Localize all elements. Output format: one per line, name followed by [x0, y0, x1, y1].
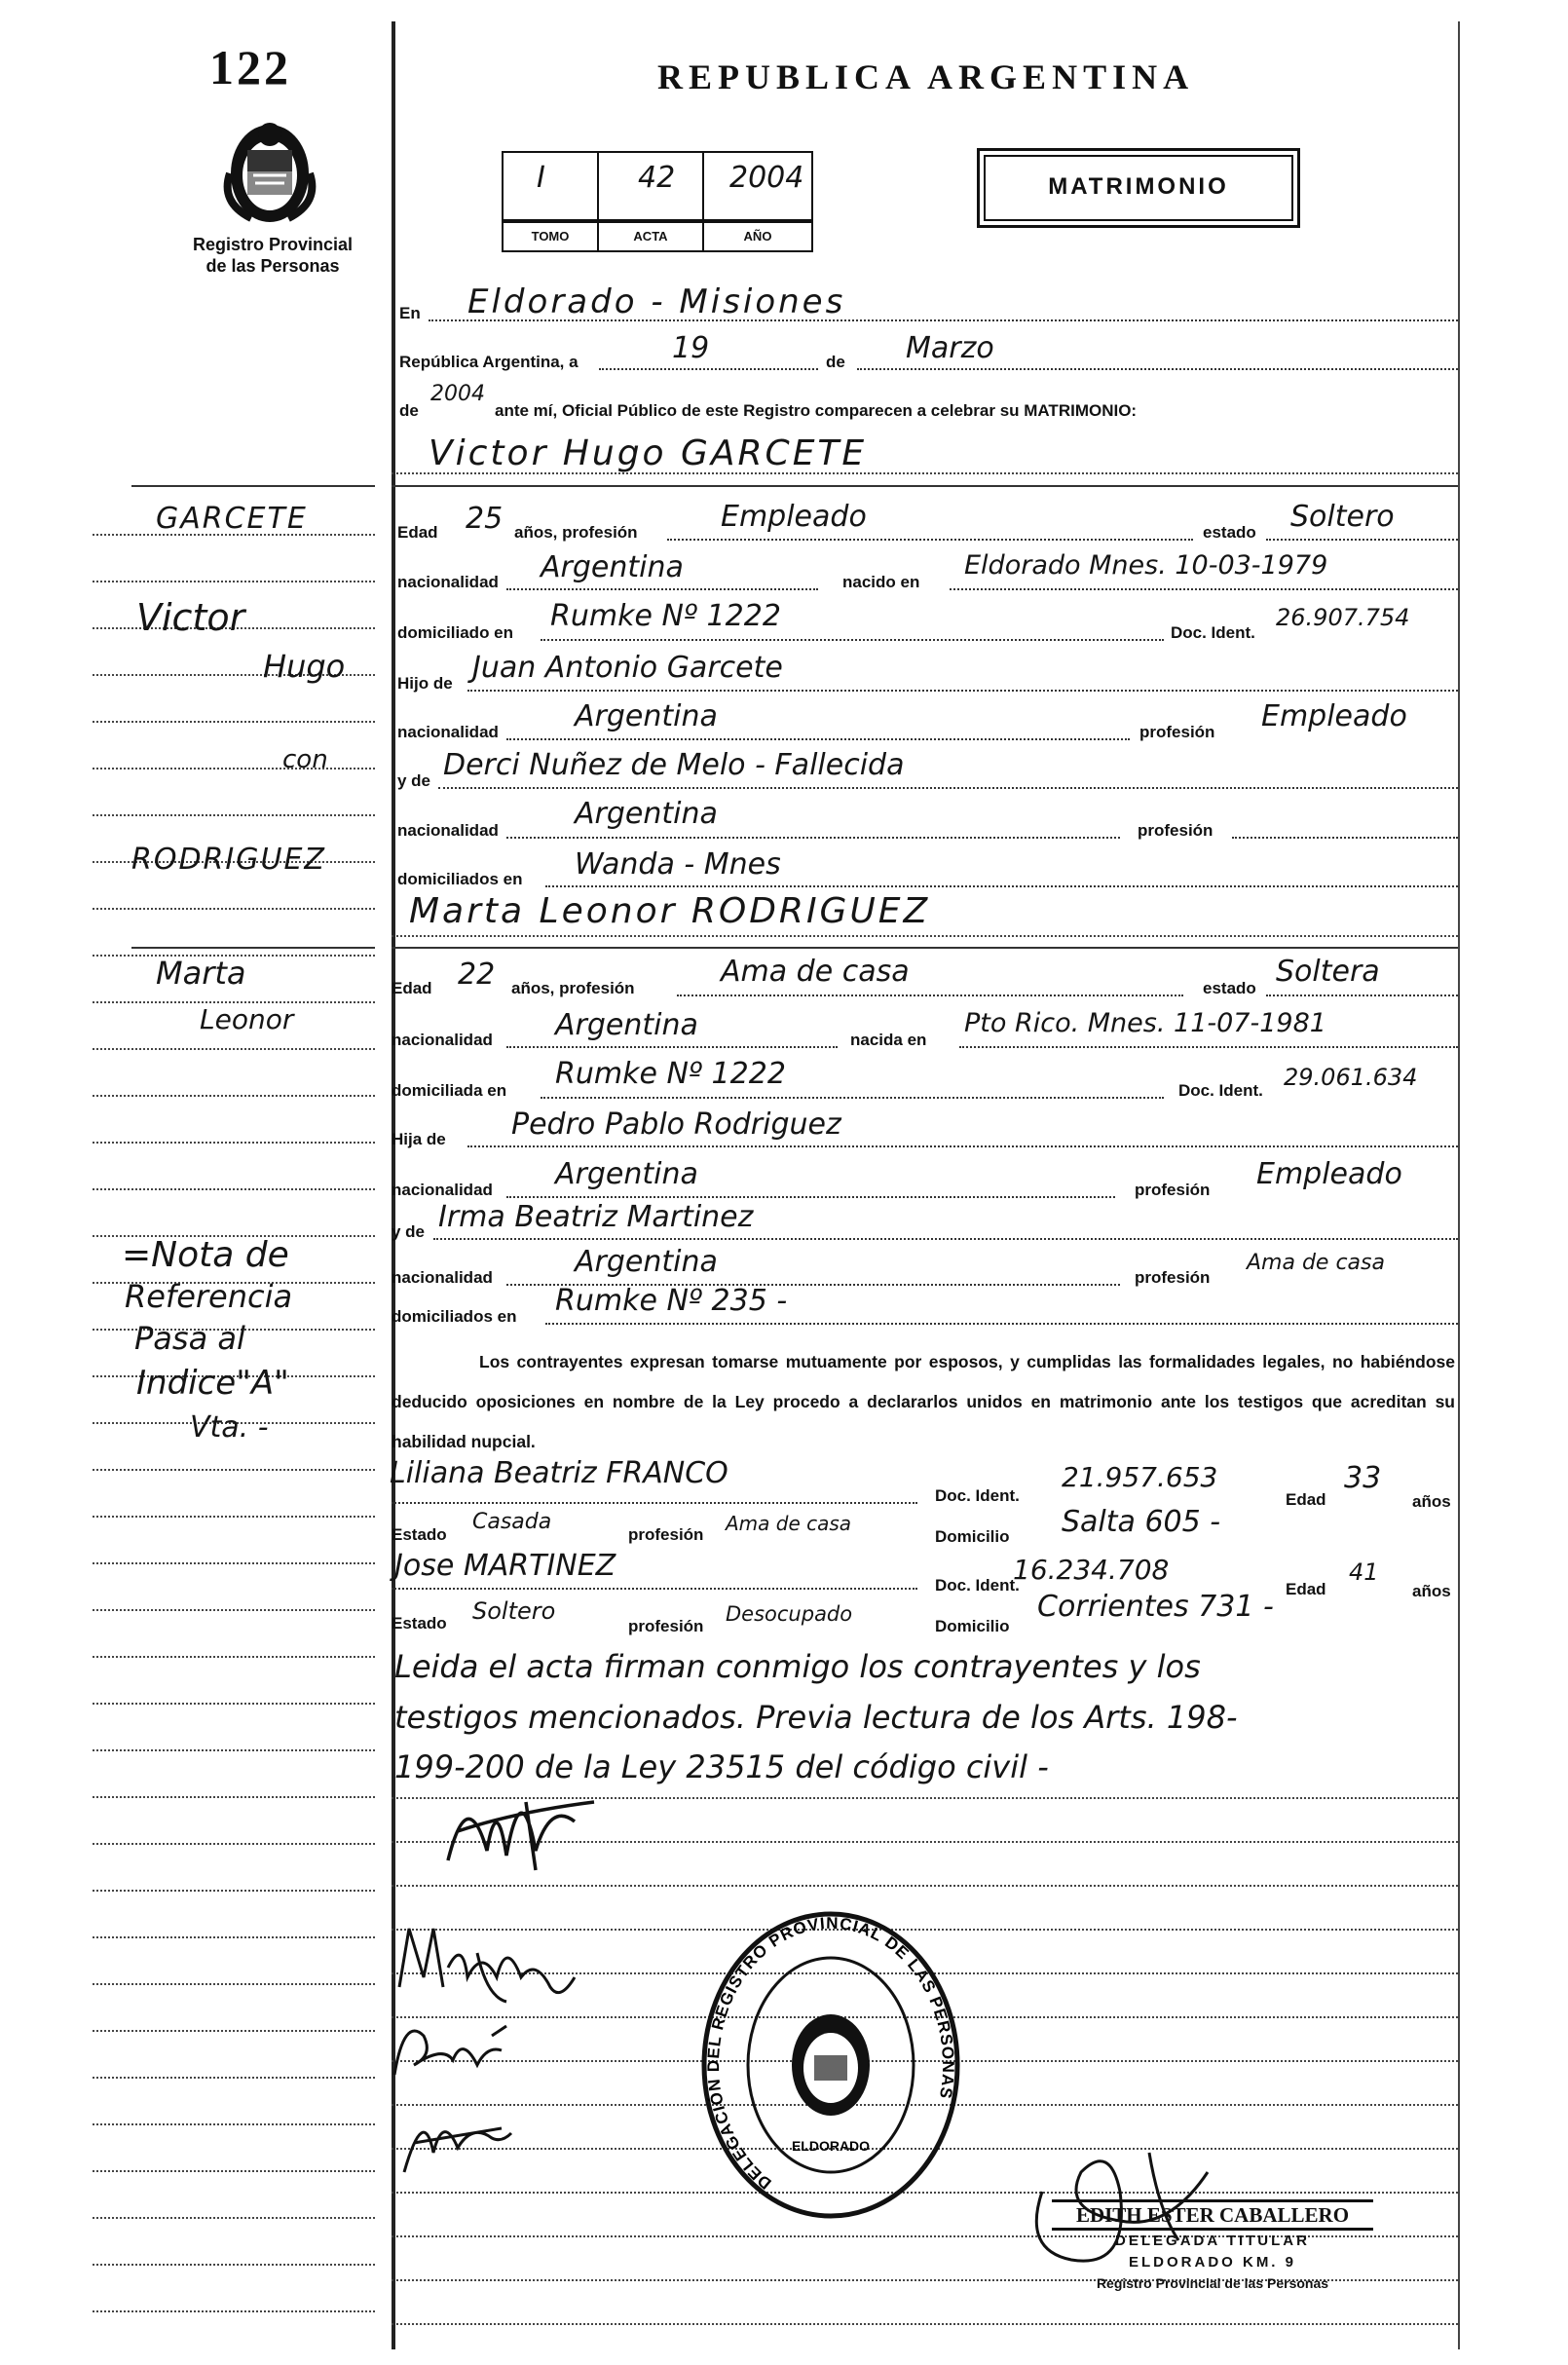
signature-witness: [385, 2094, 521, 2182]
margin-ruled-line: [93, 1936, 375, 1938]
bride-doc-label: Doc. Ident.: [1178, 1081, 1263, 1100]
groom-mother-prof-line: [1232, 837, 1458, 839]
margin-ruled-line: [93, 1843, 375, 1845]
bride-born-line: [959, 1046, 1458, 1048]
groom-domicile-label: domiciliado en: [397, 623, 514, 642]
republica-label: República Argentina, a: [399, 353, 579, 371]
margin-ruled-line: [93, 814, 375, 816]
margin-bride-surname: RODRIGUEZ: [131, 843, 326, 877]
groom-full-name: Victor Hugo GARCETE: [429, 433, 868, 473]
bride-mother: Irma Beatriz Martinez: [438, 1200, 754, 1234]
groom-nationality: Argentina: [541, 550, 684, 584]
coat-of-arms-icon: [212, 115, 327, 228]
margin-ruled-line: [93, 1749, 375, 1751]
bride-domicile-line: [541, 1097, 1164, 1099]
right-ruled-line: [392, 2323, 1458, 2325]
act-type-box: [977, 148, 1300, 228]
margin-ruled-line: [93, 1469, 375, 1471]
witness1-name-line: [392, 1502, 917, 1504]
groom-father-profession: Empleado: [1261, 699, 1407, 733]
acta-label: ACTA: [597, 221, 704, 252]
groom-profession-line: [667, 539, 1193, 541]
seal-bottom-text: ELDORADO: [791, 2138, 871, 2154]
registry-line-2: de las Personas: [205, 256, 340, 276]
margin-ruled-line: [93, 1796, 375, 1798]
declaration-text: Los contrayentes expresan tomarse mutuamente por esposos, y cumplidas las formalidades legales, no habiéndose deducido oposiciones en nombre de la Ley procedo a declararlos unidos en matrimonio ante los testigos que acreditan su habilidad nupcial.: [392, 1352, 1455, 1451]
witness2-prof-label: profesión: [628, 1617, 704, 1635]
margin-groom-name1: Victor: [136, 596, 245, 639]
tomo-label: TOMO: [502, 221, 599, 252]
bride-mother-prof-label: profesión: [1135, 1268, 1211, 1287]
ano-label: AÑO: [702, 221, 813, 252]
bride-father-line: [467, 1145, 1458, 1147]
bride-mother-nationality: Argentina: [575, 1245, 718, 1279]
groom-domicile-line: [541, 639, 1164, 641]
groom-divider: [392, 485, 1458, 487]
record-labels: [502, 221, 813, 252]
bride-father-nat-label: nacionalidad: [392, 1181, 493, 1199]
signature-official: [429, 1763, 604, 1890]
bride-name-line: [392, 935, 1458, 937]
witness2-domicile: Corrientes 731 -: [1037, 1590, 1274, 1624]
bride-father: Pedro Pablo Rodriguez: [511, 1107, 841, 1142]
stamp-name: EDITH ESTER CABALLERO: [1052, 2199, 1373, 2231]
groom-status: Soltero: [1290, 500, 1395, 534]
bride-anos-profesion: años, profesión: [511, 979, 635, 997]
margin-ruled-line: [93, 1188, 375, 1190]
witness2-name-line: [392, 1588, 917, 1590]
bride-nationality-line: [506, 1046, 838, 1048]
bride-father-profession: Empleado: [1256, 1157, 1402, 1191]
groom-parents-domicile: Wanda - Mnes: [575, 847, 781, 882]
month-value: Marzo: [906, 331, 994, 365]
stamp-line4: Registro Provincial de las Personas: [1096, 2275, 1329, 2291]
groom-parents-domicile-line: [545, 885, 1458, 887]
margin-ruled-line: [93, 768, 375, 770]
stamp-line3: ELDORADO KM. 9: [1128, 2254, 1296, 2271]
witness1-status: Casada: [472, 1510, 552, 1534]
page-number: 122: [209, 40, 291, 94]
margin-note-1: =Nota de: [122, 1235, 289, 1275]
witness1-age: 33: [1344, 1461, 1382, 1495]
groom-mother-prof-label: profesión: [1138, 821, 1213, 840]
groom-domicile: Rumke Nº 1222: [550, 599, 781, 633]
bride-estado-label: estado: [1203, 979, 1256, 997]
signature-bride: [385, 2007, 531, 2084]
margin-con: con: [282, 745, 328, 774]
bride-age-label: Edad: [392, 979, 432, 997]
margin-note-2: Referencia: [125, 1278, 293, 1315]
margin-note-3: Pasa al: [134, 1320, 245, 1357]
margin-ruled-line: [93, 581, 375, 582]
groom-age: 25: [466, 502, 504, 536]
witness2-doc: 16.234.708: [1013, 1554, 1170, 1586]
margin-ruled-line: [93, 1703, 375, 1705]
margin-ruled-line: [93, 2310, 375, 2312]
groom-mother-nationality: Argentina: [575, 797, 718, 831]
closing-line-3: 199-200 de la Ley 23515 del código civil -: [394, 1748, 1049, 1785]
groom-mother-nat-label: nacionalidad: [397, 821, 499, 840]
bride-age: 22: [458, 957, 496, 992]
margin-ruled-line: [93, 1142, 375, 1144]
groom-father-nat-label: nacionalidad: [397, 723, 499, 741]
groom-birth: Eldorado Mnes. 10-03-1979: [964, 550, 1328, 581]
acta-value: 42: [638, 161, 676, 195]
witness1-doc: 21.957.653: [1062, 1461, 1218, 1493]
signature-groom: [390, 1909, 584, 2016]
bride-mother-nat-label: nacionalidad: [392, 1268, 493, 1287]
witness1-anos-label: años: [1412, 1492, 1451, 1511]
closing-line-2: testigos mencionados. Previa lectura de los Arts. 198-: [394, 1699, 1238, 1736]
official-seal: [699, 1909, 962, 2221]
margin-ruled-line: [93, 1983, 375, 1985]
delegate-stamp: [1052, 2199, 1373, 2293]
margin-ruled-line: [93, 1562, 375, 1564]
groom-age-label: Edad: [397, 523, 438, 542]
witness1-name: Liliana Beatriz FRANCO: [390, 1456, 728, 1490]
bride-mother-profession: Ama de casa: [1247, 1251, 1385, 1275]
groom-father-label: Hijo de: [397, 674, 453, 693]
margin-ruled-line: [93, 1048, 375, 1050]
margin-groom-name2: Hugo: [263, 648, 346, 685]
witness2-status: Soltero: [472, 1597, 556, 1625]
groom-mother: Derci Nuñez de Melo - Fallecida: [443, 748, 905, 782]
registry-line-1: Registro Provincial: [192, 235, 354, 254]
margin-ruled-line: [93, 1609, 375, 1611]
bride-nationality: Argentina: [555, 1008, 698, 1042]
groom-father-prof-label: profesión: [1139, 723, 1215, 741]
margin-ruled-line: [93, 721, 375, 723]
witness2-anos-label: años: [1412, 1582, 1451, 1600]
groom-nationality-line: [506, 588, 818, 590]
witness2-age-label: Edad: [1286, 1580, 1326, 1598]
bride-status: Soltera: [1276, 955, 1380, 989]
year-value: 2004: [430, 382, 485, 406]
margin-ruled-line: [93, 1656, 375, 1658]
groom-nationality-label: nacionalidad: [397, 573, 499, 591]
groom-mother-line: [438, 787, 1458, 789]
bride-full-name: Marta Leonor RODRIGUEZ: [409, 891, 931, 931]
bride-father-label: Hija de: [392, 1130, 446, 1148]
witness1-status-label: Estado: [392, 1525, 447, 1544]
bride-mother-line: [433, 1238, 1458, 1240]
month-line: [857, 368, 1458, 370]
witness2-name: Jose MARTINEZ: [394, 1549, 616, 1583]
margin-ruled-line: [93, 2030, 375, 2032]
groom-name-line: [392, 472, 1458, 474]
groom-father-nat-line: [506, 738, 1130, 740]
margin-ruled-line: [93, 2170, 375, 2172]
right-border: [1458, 21, 1460, 2349]
bride-parents-domicile-line: [545, 1323, 1458, 1325]
day-value: 19: [672, 331, 710, 365]
groom-father: Juan Antonio Garcete: [472, 651, 783, 685]
bride-profession: Ama de casa: [721, 955, 910, 989]
bride-parents-domicile: Rumke Nº 235 -: [555, 1284, 788, 1318]
groom-anos-profesion: años, profesión: [514, 523, 638, 542]
witness1-profession: Ama de casa: [726, 1512, 852, 1535]
groom-profession: Empleado: [721, 500, 867, 534]
bride-father-prof-label: profesión: [1135, 1181, 1211, 1199]
act-type: MATRIMONIO: [984, 155, 1293, 221]
groom-status-line: [1266, 539, 1458, 541]
bride-father-nationality: Argentina: [555, 1157, 698, 1191]
witness1-age-label: Edad: [1286, 1490, 1326, 1509]
margin-ruled-line: [93, 1890, 375, 1892]
ano-value: 2004: [729, 161, 804, 195]
bride-parents-domicile-label: domiciliados en: [392, 1307, 517, 1326]
witness2-doc-label: Doc. Ident.: [935, 1576, 1020, 1595]
witness2-profession: Desocupado: [726, 1602, 853, 1626]
margin-bride-name2: Leonor: [200, 1003, 294, 1035]
en-label: En: [399, 304, 421, 322]
year-prefix: de: [399, 401, 419, 420]
groom-father-line: [467, 690, 1458, 692]
margin-groom-surname: GARCETE: [156, 502, 308, 536]
witness2-status-label: Estado: [392, 1614, 447, 1633]
groom-mother-nat-line: [506, 837, 1120, 839]
bride-status-line: [1266, 995, 1458, 996]
ano-cell: [702, 151, 813, 221]
witness1-prof-label: profesión: [628, 1525, 704, 1544]
groom-mother-label: y de: [397, 771, 431, 790]
groom-born-label: nacido en: [842, 573, 920, 591]
witness1-doc-label: Doc. Ident.: [935, 1486, 1020, 1505]
appear-text: ante mí, Oficial Público de este Registro comparecen a celebrar su MATRIMONIO:: [495, 401, 1138, 420]
margin-ruled-line: [93, 1516, 375, 1518]
bride-profession-line: [677, 995, 1183, 996]
bride-domicile-label: domiciliada en: [392, 1081, 507, 1100]
margin-divider-1: [131, 485, 375, 487]
de-label: de: [826, 353, 845, 371]
place-value: Eldorado - Misiones: [467, 282, 846, 321]
closing-line-1: Leida el acta firman conmigo los contrayentes y los: [394, 1648, 1201, 1685]
tomo-cell: [502, 151, 599, 221]
margin-ruled-line: [93, 2217, 375, 2219]
margin-bride-name1: Marta: [156, 955, 246, 992]
margin-note-5: Vta. -: [190, 1410, 269, 1445]
bride-birth: Pto Rico. Mnes. 11-07-1981: [964, 1008, 1326, 1038]
bride-father-nat-line: [506, 1196, 1115, 1198]
bride-born-label: nacida en: [850, 1031, 927, 1049]
groom-parents-domicile-label: domiciliados en: [397, 870, 523, 888]
groom-born-line: [950, 588, 1458, 590]
country-title: REPUBLICA ARGENTINA: [657, 57, 1195, 96]
margin-ruled-line: [93, 2077, 375, 2079]
bride-mother-label: y de: [392, 1222, 426, 1241]
day-line: [599, 368, 818, 370]
bride-domicile: Rumke Nº 1222: [555, 1057, 786, 1091]
margin-ruled-line: [93, 1095, 375, 1097]
registry-name: [136, 234, 409, 277]
margin-divider-2: [131, 947, 375, 949]
tomo-value: I: [537, 161, 545, 195]
groom-doc: 26.907.754: [1276, 604, 1410, 631]
groom-father-nationality: Argentina: [575, 699, 718, 733]
acta-cell: [597, 151, 704, 221]
margin-note-4: Indice"A": [136, 1364, 289, 1403]
margin-ruled-line: [93, 2123, 375, 2125]
seal-ring-text: DELEGACIÓN DEL REGISTRO PROVINCIAL DE LAS PERSONAS: [704, 1913, 958, 2194]
margin-ruled-line: [93, 908, 375, 910]
witness2-age: 41: [1349, 1558, 1379, 1586]
groom-doc-label: Doc. Ident.: [1171, 623, 1255, 642]
witness2-domicile-label: Domicilio: [935, 1617, 1010, 1635]
bride-doc: 29.061.634: [1284, 1064, 1418, 1091]
witness1-domicile: Salta 605 -: [1062, 1505, 1221, 1539]
margin-ruled-line: [93, 2264, 375, 2266]
bride-nationality-label: nacionalidad: [392, 1031, 493, 1049]
groom-estado-label: estado: [1203, 523, 1256, 542]
stamp-line2: DELEGADA TITULAR: [1115, 2233, 1310, 2249]
witness1-domicile-label: Domicilio: [935, 1527, 1010, 1546]
bride-divider: [392, 947, 1458, 949]
